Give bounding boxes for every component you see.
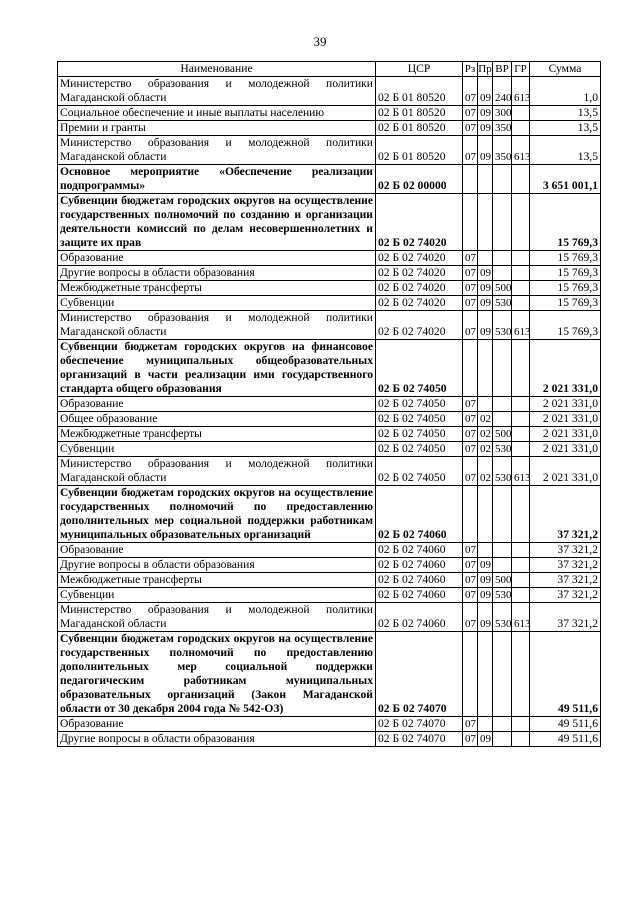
cell-vr: [493, 732, 512, 747]
cell-sum: 2 021 331,0: [530, 442, 601, 457]
cell-pr: [478, 251, 493, 266]
table-row: [58, 427, 601, 442]
cell-rz: 07: [463, 77, 478, 106]
cell-sum: 15 769,3: [530, 194, 601, 251]
table-header-row: [58, 62, 601, 77]
table-row: [58, 136, 601, 165]
cell-gr: [512, 397, 530, 412]
cell-name: Образование: [58, 397, 376, 412]
cell-sum: 13,5: [530, 121, 601, 136]
cell-vr: 350: [493, 136, 512, 165]
table-row: [58, 573, 601, 588]
cell-name: Основное мероприятие «Обеспечение реализации подпрограммы»: [58, 165, 376, 194]
header-rz: Рз: [463, 62, 478, 77]
cell-rz: 07: [463, 732, 478, 747]
cell-sum: 2 021 331,0: [530, 412, 601, 427]
cell-vr: 500: [493, 281, 512, 296]
cell-pr: 02: [478, 457, 493, 486]
cell-name: Министерство образования и молодежной политики Магаданской области: [58, 77, 376, 106]
cell-sum: 49 511,6: [530, 732, 601, 747]
cell-pr: [478, 397, 493, 412]
cell-rz: 07: [463, 603, 478, 632]
table-row: [58, 121, 601, 136]
cell-name: Министерство образования и молодежной политики Магаданской области: [58, 603, 376, 632]
cell-csr: 02 Б 02 74070: [376, 732, 463, 747]
table-row: [58, 717, 601, 732]
cell-pr: 09: [478, 106, 493, 121]
cell-sum: 1,0: [530, 77, 601, 106]
cell-sum: 49 511,6: [530, 632, 601, 717]
cell-pr: 09: [478, 558, 493, 573]
cell-gr: 613: [512, 136, 530, 165]
cell-csr: 02 Б 02 74020: [376, 251, 463, 266]
cell-gr: [512, 296, 530, 311]
cell-vr: 500: [493, 573, 512, 588]
table-row: [58, 340, 601, 397]
cell-sum: 37 321,2: [530, 588, 601, 603]
cell-pr: 09: [478, 732, 493, 747]
cell-vr: [493, 397, 512, 412]
cell-pr: 09: [478, 266, 493, 281]
cell-rz: 07: [463, 106, 478, 121]
cell-csr: 02 Б 01 80520: [376, 77, 463, 106]
cell-sum: 15 769,3: [530, 311, 601, 340]
cell-vr: [493, 543, 512, 558]
cell-csr: 02 Б 01 80520: [376, 121, 463, 136]
cell-name: Другие вопросы в области образования: [58, 558, 376, 573]
cell-name: Субвенции бюджетам городских округов на осуществление государственных полномочий по предоставлению дополнительных мер социальной поддержки педагогическим работникам муниципальных образовательных организаций (Закон Магаданской области от 30 декабря 2004 года № 542-ОЗ): [58, 632, 376, 717]
table-row: [58, 77, 601, 106]
cell-pr: 09: [478, 573, 493, 588]
cell-csr: 02 Б 02 74050: [376, 397, 463, 412]
table-row: [58, 412, 601, 427]
cell-sum: 2 021 331,0: [530, 427, 601, 442]
cell-name: Премии и гранты: [58, 121, 376, 136]
cell-name: Субвенции: [58, 296, 376, 311]
header-gr: ГР: [512, 62, 530, 77]
cell-name: Межбюджетные трансферты: [58, 427, 376, 442]
cell-csr: 02 Б 02 74060: [376, 543, 463, 558]
cell-name: Субвенции бюджетам городских округов на финансовое обеспечение муниципальных общеобразовательных организаций в части реализации ими государственного стандарта общего образования: [58, 340, 376, 397]
cell-csr: 02 Б 02 00000: [376, 165, 463, 194]
cell-vr: [493, 412, 512, 427]
cell-rz: 07: [463, 251, 478, 266]
cell-rz: 07: [463, 136, 478, 165]
cell-vr: [493, 266, 512, 281]
cell-csr: 02 Б 02 74020: [376, 311, 463, 340]
cell-gr: [512, 121, 530, 136]
cell-pr: 09: [478, 296, 493, 311]
cell-sum: 13,5: [530, 136, 601, 165]
table-row: [58, 251, 601, 266]
cell-rz: [463, 194, 478, 251]
page-number: 39: [313, 34, 327, 49]
cell-pr: 02: [478, 412, 493, 427]
cell-name: Министерство образования и молодежной политики Магаданской области: [58, 311, 376, 340]
cell-pr: 09: [478, 603, 493, 632]
cell-name: Межбюджетные трансферты: [58, 573, 376, 588]
cell-name: Субвенции бюджетам городских округов на осуществление государственных полномочий по предоставлению дополнительных мер социальной поддержки работникам муниципальных образовательных организаций: [58, 486, 376, 543]
cell-gr: [512, 588, 530, 603]
cell-gr: 613: [512, 457, 530, 486]
cell-gr: [512, 266, 530, 281]
cell-csr: 02 Б 02 74050: [376, 457, 463, 486]
cell-pr: [478, 194, 493, 251]
cell-csr: 02 Б 02 74060: [376, 603, 463, 632]
cell-gr: [512, 194, 530, 251]
cell-gr: [512, 717, 530, 732]
cell-rz: 07: [463, 457, 478, 486]
cell-name: Субвенции: [58, 588, 376, 603]
cell-rz: [463, 165, 478, 194]
cell-gr: 613: [512, 311, 530, 340]
cell-rz: 07: [463, 588, 478, 603]
cell-gr: 613: [512, 77, 530, 106]
cell-vr: 530: [493, 311, 512, 340]
cell-pr: 09: [478, 311, 493, 340]
cell-sum: 15 769,3: [530, 296, 601, 311]
cell-pr: 09: [478, 136, 493, 165]
cell-csr: 02 Б 02 74060: [376, 588, 463, 603]
cell-name: Субвенции бюджетам городских округов на осуществление государственных полномочий по созданию и организации деятельности комиссий по делам несовершеннолетних и защите их прав: [58, 194, 376, 251]
cell-pr: [478, 486, 493, 543]
cell-vr: [493, 632, 512, 717]
cell-sum: 15 769,3: [530, 251, 601, 266]
cell-vr: 240: [493, 77, 512, 106]
cell-gr: [512, 486, 530, 543]
cell-csr: 02 Б 02 74070: [376, 632, 463, 717]
cell-csr: 02 Б 02 74020: [376, 296, 463, 311]
cell-vr: [493, 165, 512, 194]
cell-pr: 02: [478, 442, 493, 457]
cell-gr: [512, 106, 530, 121]
cell-rz: 07: [463, 543, 478, 558]
cell-rz: [463, 486, 478, 543]
table-row: [58, 397, 601, 412]
cell-sum: 15 769,3: [530, 281, 601, 296]
table-row: [58, 311, 601, 340]
cell-gr: [512, 165, 530, 194]
cell-csr: 02 Б 01 80520: [376, 106, 463, 121]
cell-csr: 02 Б 02 74060: [376, 573, 463, 588]
table-row: [58, 165, 601, 194]
cell-pr: [478, 340, 493, 397]
cell-csr: 02 Б 02 74020: [376, 281, 463, 296]
cell-vr: 500: [493, 427, 512, 442]
header-sum: Сумма: [530, 62, 601, 77]
cell-vr: [493, 486, 512, 543]
cell-sum: 2 021 331,0: [530, 457, 601, 486]
header-pr: Пр: [478, 63, 492, 75]
table-row: [58, 486, 601, 543]
cell-name: Социальное обеспечение и иные выплаты населению: [58, 106, 376, 121]
cell-csr: 02 Б 01 80520: [376, 136, 463, 165]
cell-csr: 02 Б 02 74060: [376, 558, 463, 573]
cell-pr: 09: [478, 588, 493, 603]
cell-gr: [512, 340, 530, 397]
cell-sum: 37 321,2: [530, 543, 601, 558]
cell-rz: 07: [463, 717, 478, 732]
cell-csr: 02 Б 02 74020: [376, 194, 463, 251]
cell-csr: 02 Б 02 74070: [376, 717, 463, 732]
table-row: [58, 558, 601, 573]
cell-sum: 37 321,2: [530, 558, 601, 573]
cell-vr: 530: [493, 442, 512, 457]
table-row: [58, 106, 601, 121]
cell-rz: 07: [463, 397, 478, 412]
table-row: [58, 296, 601, 311]
cell-name: Министерство образования и молодежной политики Магаданской области: [58, 457, 376, 486]
cell-pr: [478, 717, 493, 732]
budget-table: [57, 61, 601, 747]
cell-gr: [512, 412, 530, 427]
cell-pr: 02: [478, 427, 493, 442]
cell-name: Образование: [58, 543, 376, 558]
cell-sum: 37 321,2: [530, 573, 601, 588]
cell-vr: 530: [493, 296, 512, 311]
cell-name: Другие вопросы в области образования: [58, 266, 376, 281]
cell-sum: 13,5: [530, 106, 601, 121]
cell-rz: 07: [463, 281, 478, 296]
cell-vr: 530: [493, 603, 512, 632]
cell-gr: [512, 573, 530, 588]
table-row: [58, 266, 601, 281]
cell-csr: 02 Б 02 74050: [376, 427, 463, 442]
cell-rz: 07: [463, 296, 478, 311]
cell-csr: 02 Б 02 74060: [376, 486, 463, 543]
cell-name: Образование: [58, 251, 376, 266]
cell-name: Другие вопросы в области образования: [58, 732, 376, 747]
cell-rz: [463, 340, 478, 397]
cell-vr: [493, 251, 512, 266]
cell-name: Министерство образования и молодежной политики Магаданской области: [58, 136, 376, 165]
cell-vr: [493, 558, 512, 573]
cell-gr: [512, 632, 530, 717]
cell-vr: [493, 717, 512, 732]
cell-sum: 3 651 001,1: [530, 165, 601, 194]
table-row: [58, 588, 601, 603]
cell-pr: 09: [478, 77, 493, 106]
cell-csr: 02 Б 02 74050: [376, 412, 463, 427]
cell-pr: 09: [478, 281, 493, 296]
cell-vr: 350: [493, 121, 512, 136]
table-row: [58, 281, 601, 296]
table-row: [58, 194, 601, 251]
cell-vr: 530: [493, 588, 512, 603]
table-row: [58, 603, 601, 632]
cell-rz: 07: [463, 442, 478, 457]
cell-pr: [478, 165, 493, 194]
cell-pr: [478, 632, 493, 717]
cell-gr: [512, 442, 530, 457]
cell-sum: 37 321,2: [530, 486, 601, 543]
cell-pr: [478, 543, 493, 558]
table-row: [58, 442, 601, 457]
cell-rz: 07: [463, 558, 478, 573]
header-csr: ЦСР: [376, 62, 463, 77]
table-row: [58, 457, 601, 486]
cell-vr: 300: [493, 106, 512, 121]
header-name: Наименование: [58, 62, 376, 77]
cell-gr: [512, 427, 530, 442]
cell-name: Образование: [58, 717, 376, 732]
cell-rz: 07: [463, 266, 478, 281]
cell-csr: 02 Б 02 74050: [376, 442, 463, 457]
cell-rz: 07: [463, 311, 478, 340]
cell-gr: [512, 281, 530, 296]
cell-pr: 09: [478, 121, 493, 136]
cell-sum: 49 511,6: [530, 717, 601, 732]
cell-name: Общее образование: [58, 412, 376, 427]
cell-gr: [512, 251, 530, 266]
cell-rz: 07: [463, 427, 478, 442]
table-row: [58, 732, 601, 747]
cell-rz: [463, 632, 478, 717]
table-row: [58, 632, 601, 717]
cell-csr: 02 Б 02 74020: [376, 266, 463, 281]
header-vr: ВР: [493, 62, 512, 77]
cell-sum: 37 321,2: [530, 603, 601, 632]
cell-vr: [493, 340, 512, 397]
cell-rz: 07: [463, 573, 478, 588]
cell-name: Субвенции: [58, 442, 376, 457]
cell-vr: [493, 194, 512, 251]
cell-gr: 613: [512, 603, 530, 632]
cell-rz: 07: [463, 412, 478, 427]
cell-gr: [512, 732, 530, 747]
cell-rz: 07: [463, 121, 478, 136]
cell-csr: 02 Б 02 74050: [376, 340, 463, 397]
table-row: [58, 543, 601, 558]
cell-vr: 530: [493, 457, 512, 486]
cell-gr: [512, 558, 530, 573]
cell-gr: [512, 543, 530, 558]
cell-name: Межбюджетные трансферты: [58, 281, 376, 296]
cell-sum: 2 021 331,0: [530, 340, 601, 397]
cell-sum: 2 021 331,0: [530, 397, 601, 412]
cell-sum: 15 769,3: [530, 266, 601, 281]
